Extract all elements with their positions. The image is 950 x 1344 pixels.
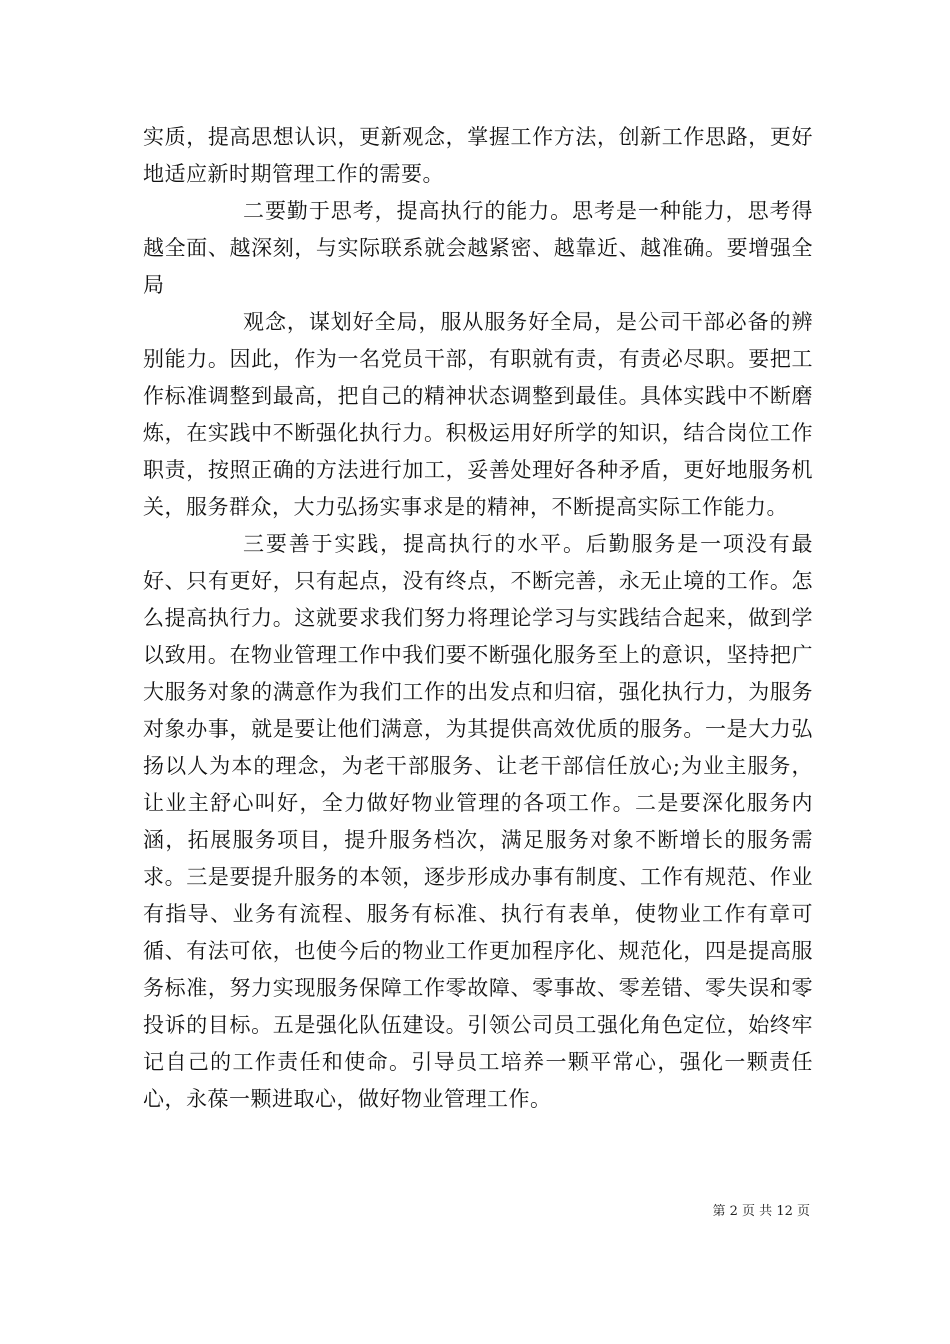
page-number-footer: 第 2 页 共 12 页 — [712, 1204, 810, 1219]
paragraph-point-three: 三要善于实践，提高执行的水平。后勤服务是一项没有最好、只有更好，只有起点，没有终点，不断完善，永无止境的工作。怎么提高执行力。这就要求我们努力将理论学习与实践结合起来，做到学以致用。在物业管理工作中我们要不断强化服务至上的意识，坚持把广大服务对象的满意作为我们工作的出发点和归宿，强化执行力，为服务对象办事，就是要让他们满意，为其提供高效优质的服务。一是大力弘扬以人为本的理念，为老干部服务、让老干部信任放心;为业主服务，让业主舒心叫好，全力做好物业管理的各项工作。二是要深化服务内涵，拓展服务项目，提升服务档次，满足服务对象不断增长的服务需求。三是要提升服务的本领，逐步形成办事有制度、工作有规范、作业有指导、业务有流程、服务有标准、执行有表单，使物业工作有章可循、有法可依，也使今后的物业工作更加程序化、规范化，四是提高服务标准，努力实现服务保障工作零故障、零事故、零差错、零失误和零投诉的目标。五是强化队伍建设。引领公司员工强化角色定位，始终牢记自己的工作责任和使命。引导员工培养一颗平常心，强化一颗责任心，永葆一颗进取心，做好物业管理工作。 — [143, 532, 813, 1111]
body-text — [143, 119, 813, 1118]
paragraph-continuation: 实质，提高思想认识，更新观念，掌握工作方法，创新工作思路，更好地适应新时期管理工作的需要。 — [143, 125, 813, 186]
paragraph-overall-view: 观念，谋划好全局，服从服务好全局，是公司干部必备的辨别能力。因此，作为一名党员干部，有职就有责，有责必尽职。要把工作标准调整到最高，把自己的精神状态调整到最佳。具体实践中不断磨炼，在实践中不断强化执行力。积极运用好所学的知识，结合岗位工作职责，按照正确的方法进行加工，妥善处理好各种矛盾，更好地服务机关，服务群众，大力弘扬实事求是的精神，不断提高实际工作能力。 — [143, 310, 813, 519]
paragraph-point-two: 二要勤于思考，提高执行的能力。思考是一种能力，思考得越全面、越深刻，与实际联系就会越紧密、越靠近、越准确。要增强全局 — [143, 199, 813, 297]
